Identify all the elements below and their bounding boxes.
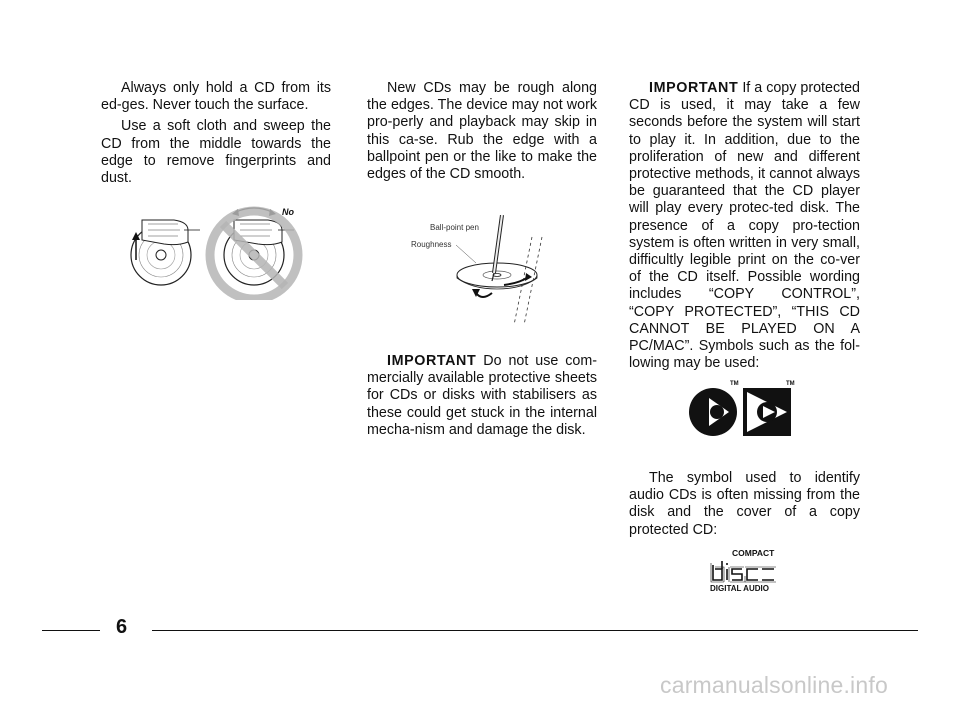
copy-protection-text: If a copy protected CD is used, it may take a few seconds before the system will start to play it. In addition, due to the proliferation of new and different protective methods, it cannot always be guaranteed that the CD player will play every protec-ted disk. The presence of a copy pro-tection system is often written in very small, difficultly legible print on the co-ver of the CD itself. Possible wording includes “COPY CONTROL”, “COPY PROTECTED”, “THIS CD CANNOT BE PLAYED ON A PC/MAC”. Symbols such as the fol-lowing may be used: bbox=[629, 80, 860, 372]
important-label: IMPORTANT bbox=[649, 80, 739, 96]
cd-correct-wipe-figure bbox=[131, 220, 200, 285]
copy-control-symbol-1 bbox=[689, 388, 737, 436]
important-label: IMPORTANT bbox=[387, 353, 477, 369]
compact-disc-logo bbox=[710, 550, 782, 595]
disc-wordmark-icon bbox=[710, 559, 780, 583]
cd-cleaning-illustration bbox=[128, 200, 308, 300]
clean-cd-paragraph: Use a soft cloth and sweep the CD from the middle towards the edge to remove fingerprints and dust. bbox=[101, 118, 331, 187]
column-1 bbox=[101, 80, 331, 191]
tm-mark-2: TM bbox=[786, 381, 795, 387]
tm-mark-1: TM bbox=[730, 381, 739, 387]
digital-audio-word: DIGITAL AUDIO bbox=[710, 584, 769, 593]
audio-symbol-paragraph: The symbol used to identify audio CDs is often missing from the disk and the cover of a copy protected CD: bbox=[629, 470, 860, 538]
copy-control-symbol-2 bbox=[743, 388, 791, 436]
important-sheets-text: Do not use com-mercially available protective sheets for CDs or disks with stabilisers as these could get stuck in the internal mecha-nism and damage the disk. bbox=[367, 353, 597, 438]
ballpoint-pen-illustration bbox=[452, 215, 552, 330]
column-2 bbox=[367, 80, 597, 187]
watermark: carmanualsonline.info bbox=[660, 672, 888, 698]
ballpoint-pen-label: Ball-point pen bbox=[430, 223, 479, 232]
footer-rule-right bbox=[152, 630, 918, 631]
page-number: 6 bbox=[116, 616, 128, 638]
rough-edges-paragraph: New CDs may be rough along the edges. The device may not work pro-perly and playback may skip in this ca-se. Rub the edge with a ballpoint pen or the like to make the edges of the CD smooth. bbox=[367, 80, 597, 183]
cd-wrong-wipe-figure bbox=[210, 208, 298, 299]
important-sheets-paragraph bbox=[367, 353, 597, 439]
copy-protection-paragraph bbox=[629, 80, 860, 372]
copy-control-symbols bbox=[687, 382, 797, 438]
compact-word: COMPACT bbox=[732, 548, 775, 558]
footer-rule-left bbox=[42, 630, 100, 631]
hold-cd-paragraph: Always only hold a CD from its ed-ges. Never touch the surface. bbox=[101, 80, 331, 114]
no-label: No bbox=[282, 207, 294, 217]
roughness-label: Roughness bbox=[411, 240, 452, 249]
column-3 bbox=[629, 80, 860, 376]
column-2-important bbox=[367, 353, 597, 443]
column-3-audio bbox=[629, 470, 860, 543]
